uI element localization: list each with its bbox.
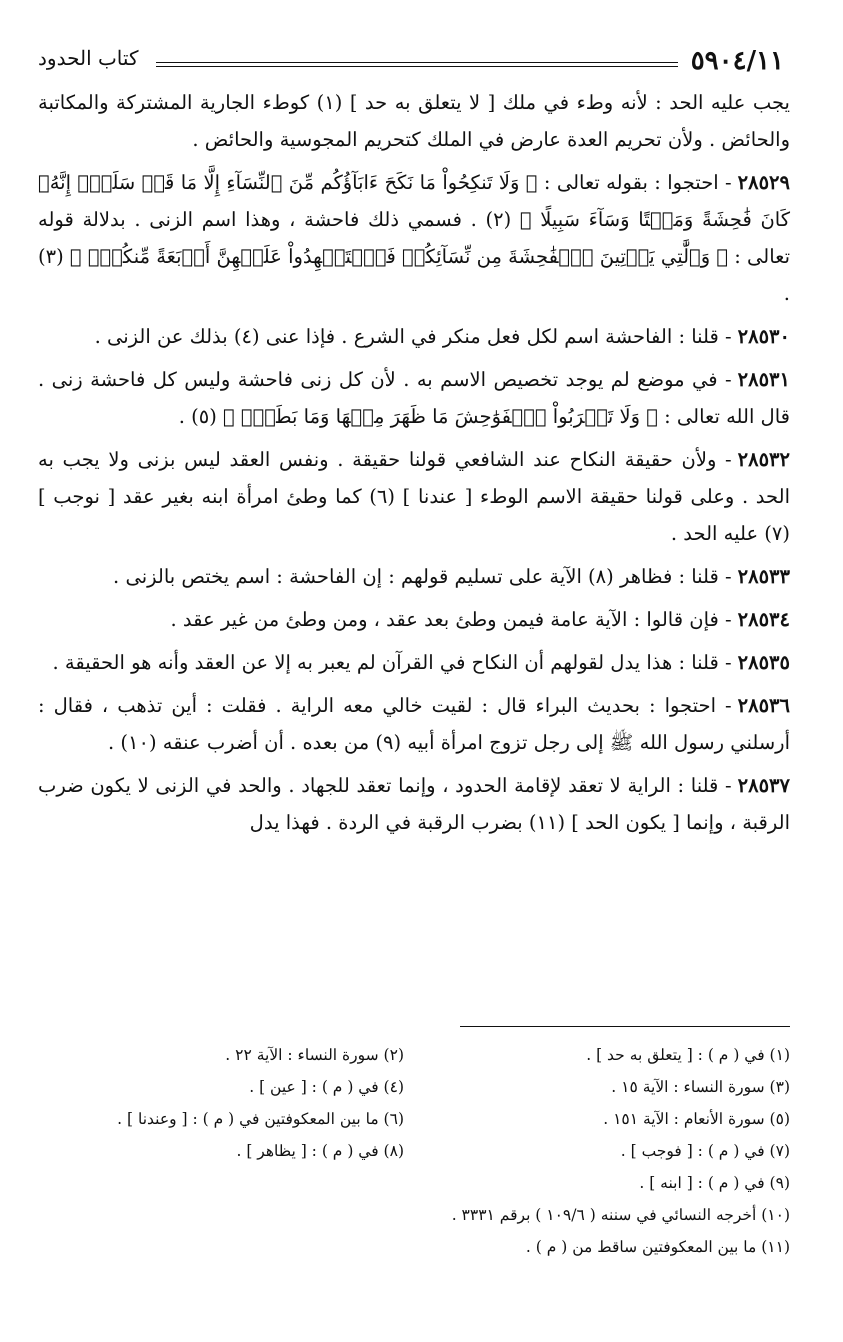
- footnote: (٥) سورة الأنعام : الآية ١٥١ .: [603, 1110, 790, 1128]
- paragraph-text: - ولأن حقيقة النكاح عند الشافعي قولنا حقيقة . ونفس العقد ليس بزنى ولا يجب به الحد . وعلى قولنا حقيقة الاسم الوطء [ عندنا ] (٦) كما وطئ امرأة ابنه بغير عقد [ نوجب ] (٧) عليه الحد .: [38, 448, 790, 545]
- main-text: [38, 84, 790, 841]
- paragraph: [38, 441, 790, 552]
- paragraph-number: ٢٨٥٣٠: [737, 325, 790, 348]
- footnote: (١٠) أخرجه النسائي في سننه ( ١٠٩/٦ ) برقم ٣٣٣١ .: [451, 1206, 790, 1224]
- paragraph-text: - قلنا : هذا يدل لقولهم أن النكاح في القرآن لم يعبر به إلا عن العقد وأنه هو الحقيقة .: [52, 651, 732, 674]
- paragraph-text: يجب عليه الحد : لأنه وطء في ملك [ لا يتعلق به حد ] (١) كوطء الجارية المشتركة والمكاتبة والحائض . ولأن تحريم العدة عارض في الملك كتحريم المجوسية والحائض .: [38, 91, 790, 151]
- footnote-grid: [38, 1042, 790, 1196]
- footnote: (٧) في ( م ) : [ فوجب ] .: [620, 1142, 790, 1160]
- paragraph: [38, 644, 790, 681]
- header-rule: [156, 62, 678, 67]
- footnote: (٣) سورة النساء : الآية ١٥ .: [611, 1078, 790, 1096]
- paragraph: [38, 318, 790, 355]
- footnote: (١) في ( م ) : [ يتعلق به حد ] .: [586, 1046, 790, 1064]
- paragraph: [38, 687, 790, 761]
- footnote: (٤) في ( م ) : [ عين ] .: [249, 1078, 404, 1096]
- paragraph: [38, 361, 790, 435]
- footnote: (٦) ما بين المعكوفتين في ( م ) : [ وعندنا ] .: [117, 1110, 404, 1128]
- footnotes: [38, 1042, 790, 1260]
- paragraph-text: - فإن قالوا : الآية عامة فيمن وطئ بعد عقد ، ومن وطئ من غير عقد .: [170, 608, 732, 631]
- paragraph-text: - قلنا : الراية لا تعقد لإقامة الحدود ، وإنما تعقد للجهاد . والحد في الزنى لا يكون ضرب الرقبة ، وإنما [ يكون الحد ] (١١) بضرب الرقبة في الردة . فهذا يدل: [38, 774, 790, 834]
- paragraph: [38, 601, 790, 638]
- paragraph-number: ٢٨٥٢٩: [737, 171, 790, 194]
- paragraph-number: ٢٨٥٣٥: [737, 651, 790, 674]
- paragraph-number: ٢٨٥٣٢: [737, 448, 790, 471]
- paragraph: [38, 164, 790, 312]
- footnote: (٨) في ( م ) : [ يظاهر ] .: [236, 1142, 404, 1160]
- footnote-separator: [460, 1026, 790, 1027]
- paragraph: [38, 84, 790, 158]
- page-number: ٥٩٠٤/١١: [690, 46, 784, 76]
- book-page: [38, 40, 790, 1320]
- paragraph-number: ٢٨٥٣١: [737, 368, 790, 391]
- paragraph-text: - قلنا : الفاحشة اسم لكل فعل منكر في الشرع . فإذا عنى (٤) بذلك عن الزنى .: [94, 325, 732, 348]
- paragraph: [38, 767, 790, 841]
- paragraph-number: ٢٨٥٣٦: [737, 694, 790, 717]
- paragraph-number: ٢٨٥٣٤: [737, 608, 790, 631]
- paragraph-number: ٢٨٥٣٧: [737, 774, 790, 797]
- paragraph-text: - احتجوا : بحديث البراء قال : لقيت خالي معه الراية . فقلت : أين تذهب ، فقال : أرسلني رسول الله ﷺ إلى رجل تزوج امرأة أبيه (٩) من بعده . أن أضرب عنقه (١٠) .: [38, 694, 790, 754]
- paragraph-text: - في موضع لم يوجد تخصيص الاسم به . لأن كل زنى فاحشة وليس كل فاحشة زنى . قال الله تعالى : ﴿ وَلَا تَقۡرَبُواْ ٱلۡفَوَٰحِشَ مَا ظَهَرَ مِنۡهَا وَمَا بَطَنَۖ ﴾ (٥) .: [38, 368, 790, 428]
- footnote: (٢) سورة النساء : الآية ٢٢ .: [225, 1046, 404, 1064]
- paragraph-text: - قلنا : فظاهر (٨) الآية على تسليم قولهم : إن الفاحشة : اسم يختص بالزنى .: [113, 565, 732, 588]
- page-header: [38, 40, 790, 84]
- book-title: كتاب الحدود: [38, 46, 139, 70]
- footnote: (١١) ما بين المعكوفتين ساقط من ( م ) .: [525, 1238, 790, 1256]
- paragraph-number: ٢٨٥٣٣: [737, 565, 790, 588]
- paragraph-text: - احتجوا : بقوله تعالى : ﴿ وَلَا تَنكِحُواْ مَا نَكَحَ ءَابَآؤُكُم مِّنَ ٱلنِّسَآءِ إِلَّا مَا قَدۡ سَلَفَۚ إِنَّهُۥ كَانَ فَٰحِشَةً وَمَقۡتًا وَسَآءَ سَبِيلًا ﴾ (٢) . فسمي ذلك فاحشة ، وهذا اسم الزنى . بدلالة قوله تعالى : ﴿ وَٱلَّٰتِي يَأۡتِينَ ٱلۡفَٰحِشَةَ مِن نِّسَآئِكُمۡ فَٱسۡتَشۡهِدُواْ عَلَيۡهِنَّ أَرۡبَعَةً مِّنكُمۡۖ ﴾ (٣) .: [38, 171, 790, 305]
- footnote: (٩) في ( م ) : [ ابنه ] .: [639, 1174, 790, 1192]
- paragraph: [38, 558, 790, 595]
